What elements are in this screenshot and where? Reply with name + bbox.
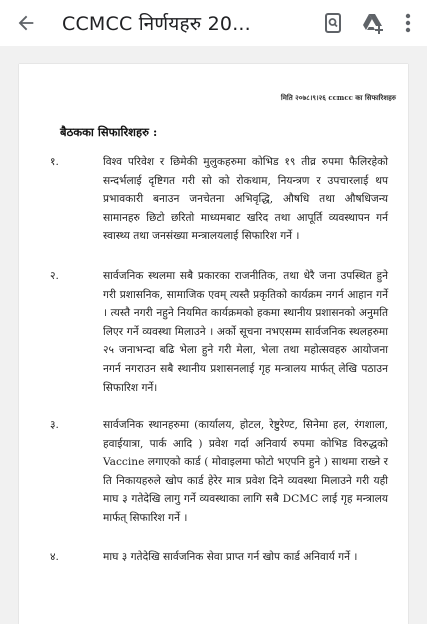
more-vert-icon [405,13,411,33]
document-title: CCMCC निर्णयहरु 20... [62,13,251,35]
recommendation-item [50,153,388,246]
recommendation-text: सार्वजनिक स्थलमा सबै प्रकारका राजनीतिक, तथा धेरै जना उपस्थित हुने गरी प्रशासनिक, सामाजिक एवम् त्यस्तै प्रकृतिको कार्यक्रम नगर्न आहान गर्ने । त्यस्तै नगरी नहुने नियमित कार्यक्रमको हकमा स्थानीय प्रशासनको अनुमति लिएर गर्ने व्यवस्था मिलाउने । अर्को सूचना नभएसम्म सार्वजनिक स्थलहरुमा २५ जनाभन्दा बढि भेला हुने गरी मेला, भेला तथा महोत्सवहरु आयोजना नगर्न नगराउन सबै स्थानीय प्रशासनलाई गृह मन्त्रालय मार्फत् लेखि पठाउन सिफारिश गर्ने। [103,270,388,394]
recommendation-number: २. [50,270,59,282]
search-button[interactable] [313,0,353,46]
add-to-drive-button[interactable] [353,0,393,46]
recommendation-number: १. [50,156,59,168]
recommendation-number: ३. [50,419,59,431]
drive-add-icon [361,11,385,35]
recommendation-item [50,548,388,567]
document-header: मिति २०७८।९।२६ ccmcc का सिफारिशहरु [280,93,396,102]
arrow-back-icon [15,12,37,34]
section-heading: बैठकका सिफारिशहरु : [60,125,158,139]
search-icon [321,11,345,35]
recommendation-number: ४. [50,551,59,563]
recommendation-text: सार्वजनिक स्थानहरुमा (कार्यालय, होटल, रेष्टुरेण्ट, सिनेमा हल, रंगशाला, हवाईयात्रा, पार्क आदि ) प्रवेश गर्दा अनिवार्य रुपमा कोभिड विरुद्धको Vaccine लगाएको कार्ड ( मोवाइलमा फोटो भएपनि हुने ) साथमा राख्ने र ति निकायहरुले खोप कार्ड हेरेर मात्र प्रवेश दिने व्यवस्था मिलाउने गरी यही माघ ३ गतेदेखि लागु गर्ने व्यवस्थाका लागि सबै DCMC लाई गृह मन्त्रालय मार्फत् सिफारिश गर्ने । [103,419,388,524]
more-options-button[interactable] [393,0,423,46]
recommendation-item [50,416,388,528]
recommendation-item [50,267,388,397]
recommendation-text: माघ ३ गतेदेखि सार्वजनिक सेवा प्राप्त गर्न खोप कार्ड अनिवार्य गर्ने । [103,551,358,563]
document-page [19,64,408,624]
app-toolbar [0,0,427,46]
recommendation-text: विश्व परिवेश र छिमेकी मुलुकहरुमा कोभिड १९ तीव्र रुपमा फैलिरहेको सन्दर्भलाई दृष्टिगत गरी सो को रोकथाम, नियन्त्रण र उपचारलाई थप प्रभावकारी बनाउन जनचेतना अभिवृद्धि, औषधि तथा औषधिजन्य सामानहरु छिटो छरितो माध्यमबाट खरिद तथा आपूर्ति व्यवस्थापन गर्न स्वास्थ्य तथा जनसंख्या मन्त्रालयलाई सिफारिश गर्ने । [103,156,388,243]
back-button[interactable] [4,0,48,46]
